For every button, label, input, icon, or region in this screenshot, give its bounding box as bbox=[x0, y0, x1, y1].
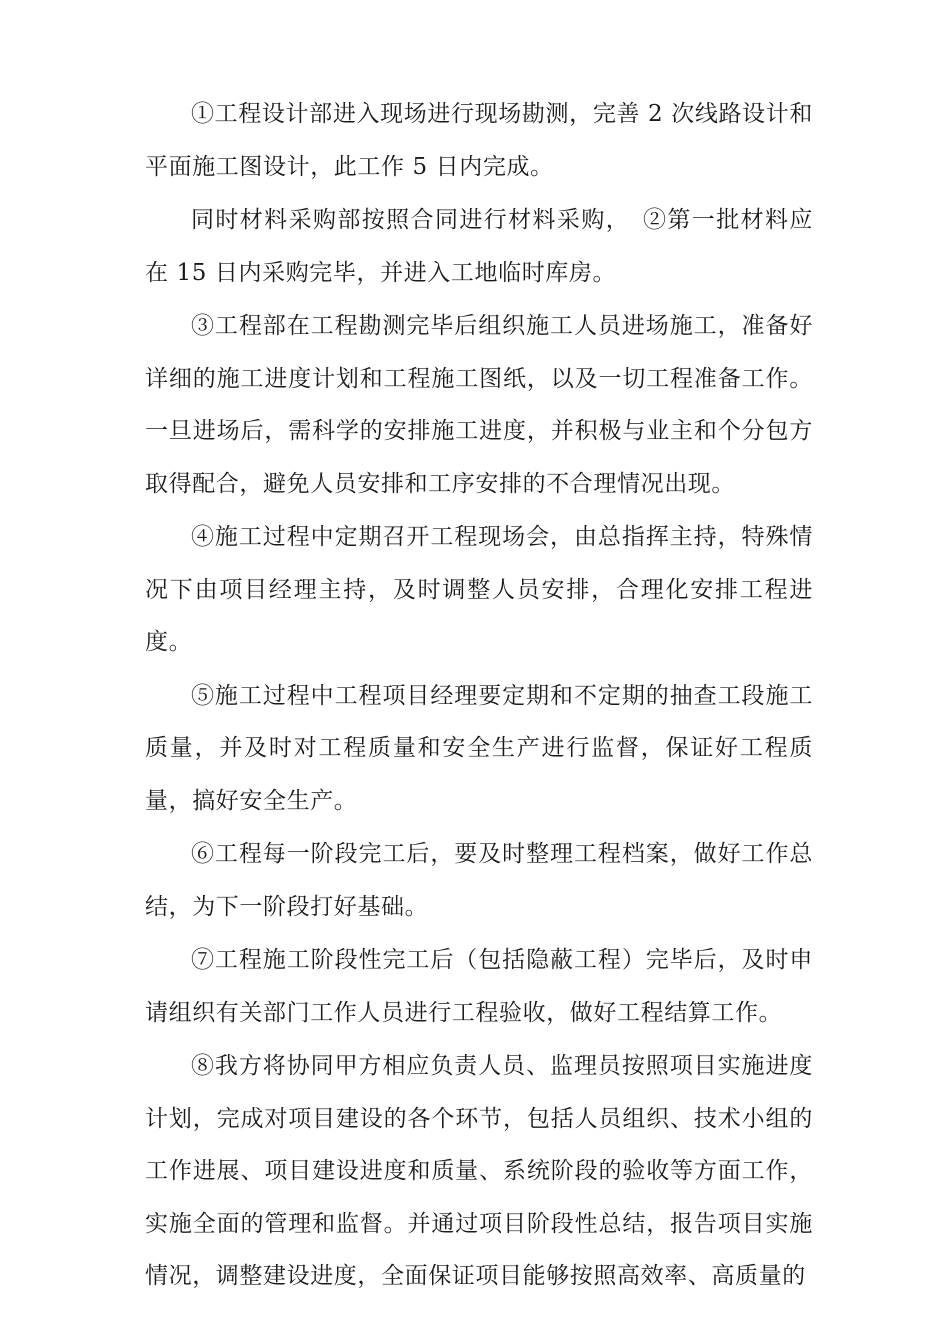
paragraph-step-4: ④施工过程中定期召开工程现场会，由总指挥主持，特殊情况下由项目经理主持，及时调整人员安排，合理化安排工程进度。 bbox=[145, 524, 813, 655]
paragraph-step-1: ①工程设计部进入现场进行现场勘测，完善 2 次线路设计和平面施工图设计，此工作 5 日内完成。 bbox=[145, 101, 813, 180]
paragraph-step-3: ③工程部在工程勘测完毕后组织施工人员进场施工，准备好详细的施工进度计划和工程施工图纸，以及一切工程准备工作。一旦进场后，需科学的安排施工进度，并积极与业主和个分包方取得配合，避免人员安排和工序安排的不合理情况出现。 bbox=[145, 313, 813, 497]
paragraph-material-purchase: 同时材料采购部按照合同进行材料采购， ②第一批材料应在 15 日内采购完毕，并进入工地临时库房。 bbox=[145, 207, 813, 286]
paragraph-step-7: ⑦工程施工阶段性完工后（包括隐蔽工程）完毕后，及时申请组织有关部门工作人员进行工程验收，做好工程结算工作。 bbox=[145, 947, 813, 1026]
paragraph-step-6: ⑥工程每一阶段完工后，要及时整理工程档案，做好工作总结，为下一阶段打好基础。 bbox=[145, 841, 813, 920]
paragraph-step-5: ⑤施工过程中工程项目经理要定期和不定期的抽查工段施工质量，并及时对工程质量和安全生产进行监督，保证好工程质量，搞好安全生产。 bbox=[145, 682, 813, 814]
paragraph-step-8: ⑧我方将协同甲方相应负责人员、监理员按照项目实施进度计划，完成对项目建设的各个环节，包括人员组织、技术小组的工作进展、项目建设进度和质量、系统阶段的验收等方面工作，实施全面的管理和监督。并通过项目阶段性总结，报告项目实施情况，调整建设进度，全面保证项目能够按照高效率、高质量的 bbox=[145, 1053, 813, 1289]
document-body bbox=[145, 88, 813, 1304]
